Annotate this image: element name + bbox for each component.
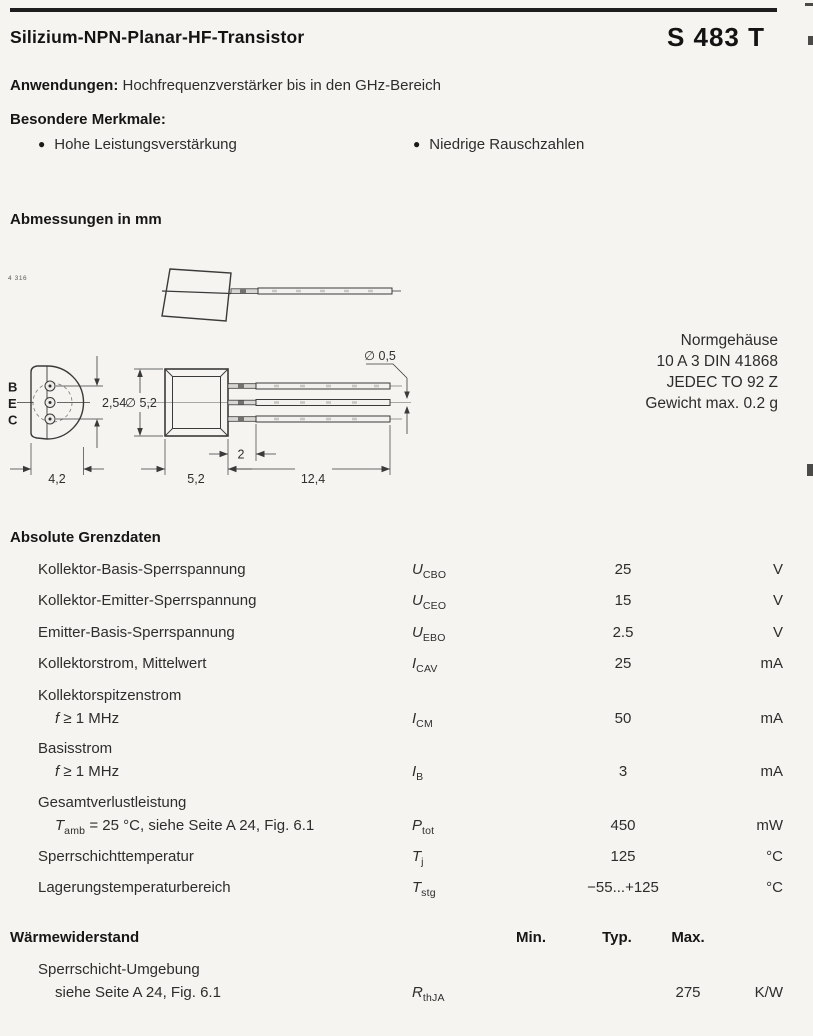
part-number: S 483 T: [666, 22, 765, 52]
row-unit: V: [772, 592, 783, 609]
thermal-heading: Wärmewiderstand: [10, 929, 140, 946]
row-unit: mW: [756, 817, 783, 834]
package-info: [645, 330, 778, 414]
row-label: Sperrschichttemperatur: [38, 848, 194, 865]
row-unit: mA: [760, 710, 783, 727]
row-symbol: $T_{stg}$: [412, 879, 436, 899]
package-info-line: JEDEC TO 92 Z: [666, 374, 778, 391]
table-row: [0, 655, 813, 674]
row-symbol: $I_{CM}$: [412, 710, 433, 730]
page-edge-artifact: [805, 3, 813, 6]
top-rule: [10, 8, 777, 12]
row-condition: siehe Seite A 24, Fig. 6.1: [55, 984, 221, 1001]
table-row-condition: [0, 817, 813, 836]
row-label: Gesamtverlustleistung: [38, 794, 187, 811]
table-row: [0, 687, 813, 706]
table-row: [0, 879, 813, 898]
applications-line: [10, 77, 441, 94]
row-value: 50: [614, 710, 632, 727]
features-heading: Besondere Merkmale:: [10, 111, 166, 128]
dim-lead-length: 12,4: [300, 472, 326, 486]
col-header-typ: Typ.: [602, 929, 632, 946]
row-label: Lagerungstemperaturbereich: [38, 879, 231, 896]
row-unit: °C: [766, 879, 783, 896]
pin-e: [45, 398, 55, 408]
package-front-view: [8, 356, 126, 486]
row-label: Kollektorstrom, Mittelwert: [38, 655, 207, 672]
table-row-condition: [0, 763, 813, 782]
row-label: Emitter-Basis-Sperrspannung: [38, 624, 235, 641]
dim-lead-dia: ∅ 0,5: [364, 349, 396, 363]
figure-number: 4 316: [8, 275, 28, 282]
row-symbol: $I_{CAV}$: [412, 655, 438, 675]
thermal-header-row: [0, 929, 813, 948]
table-row: [0, 848, 813, 867]
pin-b: [45, 381, 55, 391]
row-unit: °C: [766, 848, 783, 865]
row-value: 2.5: [612, 624, 634, 641]
row-label: Basisstrom: [38, 740, 113, 757]
lead-top: [228, 383, 390, 389]
applications-text: Hochfrequenzverstärker bis in den GHz-Bereich: [122, 77, 441, 94]
row-condition: f ≥ 1 MHz: [55, 763, 120, 780]
row-symbol: $R_{thJA}$: [412, 984, 445, 1004]
pin-label-b: B: [8, 379, 18, 395]
row-label: Sperrschicht-Umgebung: [38, 961, 200, 978]
table-row: [0, 794, 813, 813]
dim-pin-spacing: 2,54: [102, 396, 127, 410]
row-symbol: $U_{CEO}$: [412, 592, 447, 612]
package-info-line: Gewicht max. 0.2 g: [645, 395, 778, 412]
row-value: 450: [610, 817, 636, 834]
package-top-view: [162, 269, 401, 321]
dim-lead-stub: 2: [237, 447, 245, 462]
row-value: 25: [614, 655, 632, 672]
feature-item: [38, 136, 237, 153]
package-info-line: Normgehäuse: [680, 332, 778, 349]
pin-label-e: E: [8, 396, 17, 411]
row-label: Kollektor-Emitter-Sperrspannung: [38, 592, 257, 609]
row-label: Kollektor-Basis-Sperrspannung: [38, 561, 246, 578]
table-row: [0, 961, 813, 980]
page-edge-artifact: [808, 36, 813, 45]
page-edge-artifact: [807, 464, 813, 476]
applications-label: Anwendungen:: [10, 77, 119, 94]
feature-item: [413, 136, 584, 153]
package-drawing: [0, 250, 440, 500]
row-value: 3: [618, 763, 628, 780]
page-title: Silizium-NPN-Planar-HF-Transistor: [10, 27, 305, 47]
row-unit: mA: [760, 763, 783, 780]
pin-c: [45, 414, 55, 424]
row-value: 125: [610, 848, 636, 865]
dim-body-dia: ∅ 5,2: [125, 396, 157, 410]
bullet-icon: ●: [413, 137, 421, 151]
row-max-value: 275: [675, 984, 701, 1001]
package-side-view: [125, 349, 411, 486]
col-header-max: Max.: [671, 929, 705, 946]
row-label: Kollektorspitzenstrom: [38, 687, 182, 704]
row-value: 25: [614, 561, 632, 578]
table-row: [0, 740, 813, 759]
feature-label: Hohe Leistungsverstärkung: [54, 136, 237, 153]
row-condition: $T_{amb} = 25$ °C, siehe Seite A 24, Fig. 6.1: [55, 817, 315, 837]
table-row: [0, 561, 813, 580]
row-symbol: $T_j$: [412, 848, 424, 868]
table-row: [0, 592, 813, 611]
row-unit: V: [772, 561, 783, 578]
table-row-condition: [0, 710, 813, 729]
table-row-condition: [0, 984, 813, 1003]
row-symbol: $P_{tot}$: [412, 817, 435, 837]
feature-label: Niedrige Rauschzahlen: [429, 136, 585, 153]
lead-middle: [228, 400, 390, 406]
table-row: [0, 624, 813, 643]
col-header-min: Min.: [516, 929, 546, 946]
row-unit: mA: [760, 655, 783, 672]
row-unit: K/W: [754, 984, 783, 1001]
dim-cap-width: 4,2: [48, 472, 66, 486]
lead-bottom: [228, 416, 390, 422]
ratings-heading: Absolute Grenzdaten: [10, 529, 161, 546]
pin-label-c: C: [8, 412, 18, 428]
row-value: 15: [614, 592, 632, 609]
dim-body-width: 5,2: [187, 472, 205, 486]
row-symbol: $U_{EBO}$: [412, 624, 446, 644]
row-symbol: $I_B$: [412, 763, 424, 783]
package-info-line: 10 A 3 DIN 41868: [656, 353, 778, 370]
row-value: −55...+125: [587, 879, 659, 896]
dimensions-heading: Abmessungen in mm: [10, 211, 162, 228]
row-unit: V: [772, 624, 783, 641]
bullet-icon: ●: [38, 137, 46, 151]
row-symbol: $U_{CBO}$: [412, 561, 447, 581]
row-condition: f ≥ 1 MHz: [55, 710, 120, 727]
